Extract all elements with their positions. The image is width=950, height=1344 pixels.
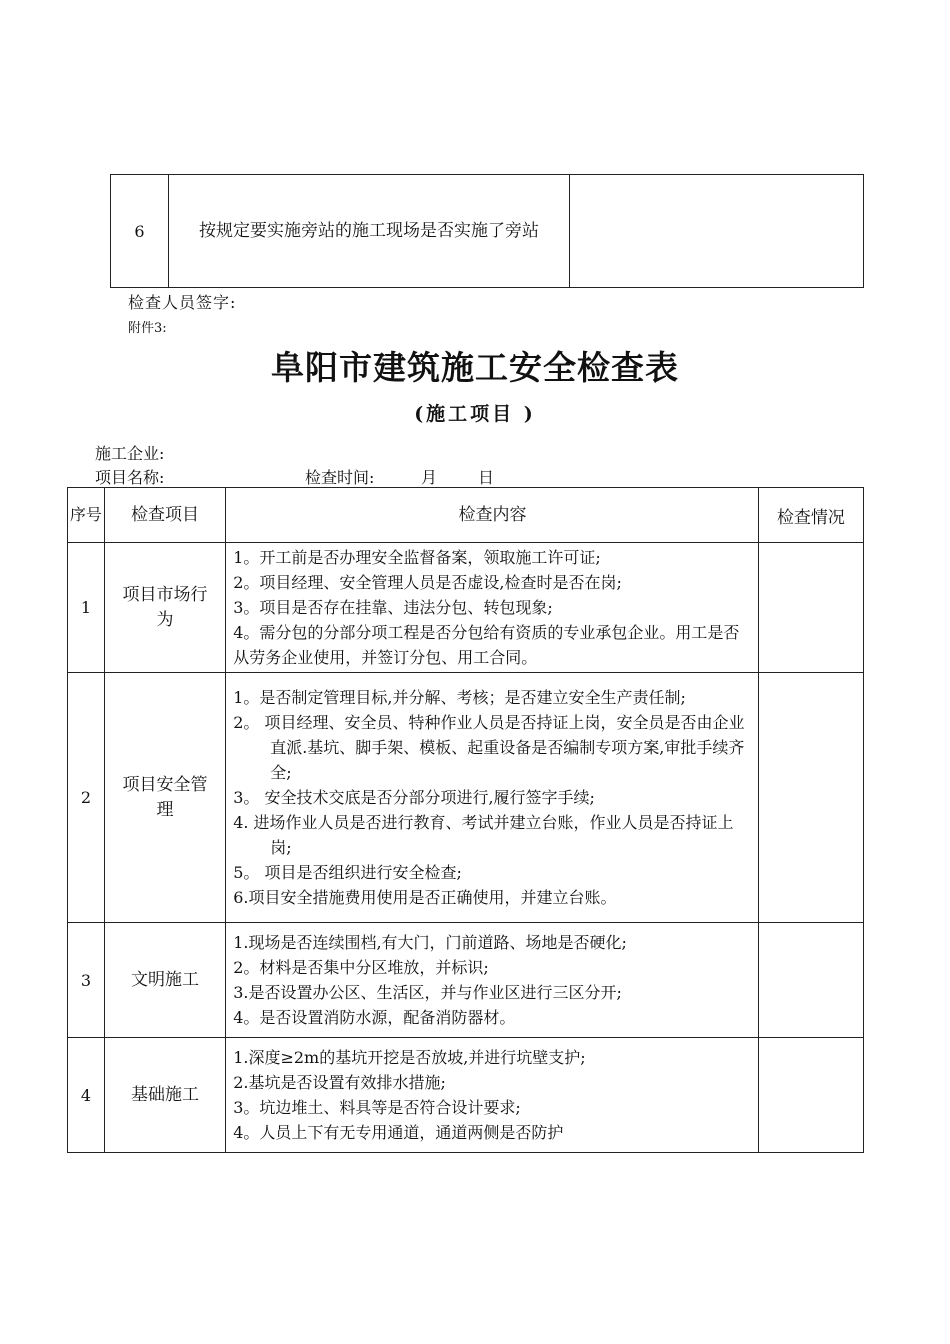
content-line: 2。项目经理、安全管理人员是否虚设,检查时是否在岗; [233,573,622,592]
signer-label: 检查人员签字: [128,293,237,312]
attachment-label: 附件3: [128,321,167,336]
header-item: 检查项目 [104,488,225,543]
check-status-cell[interactable] [758,1038,863,1153]
check-time-label: 检查时间: [305,468,375,487]
content-line: 3。坑边堆土、料具等是否符合设计要求; [233,1098,521,1117]
content-line: 5。 项目是否组织进行安全检查; [233,863,462,882]
check-item: 文明施工 [104,923,225,1038]
content-line: 1.深度≥2m的基坑开挖是否放坡,并进行坑壁支护; [233,1048,586,1067]
content-line: 3。项目是否存在挂靠、违法分包、转包现象; [233,598,553,617]
check-status-cell[interactable] [758,923,863,1038]
table-header-row [68,488,864,543]
page-title: 阜阳市建筑施工安全检查表 [271,348,679,387]
content-line: 4。是否设置消防水源，配备消防器材。 [233,1008,516,1027]
content-line: 4. 进场作业人员是否进行教育、考试并建立台账，作业人员是否持证上岗; [233,813,734,857]
header-content: 检查内容 [226,488,759,543]
header-no: 序号 [68,488,105,543]
check-content [226,923,759,1038]
check-content [226,673,759,923]
previous-check-table [110,174,864,288]
check-status-cell[interactable] [758,673,863,923]
content-line: 1。开工前是否办理安全监督备案，领取施工许可证; [233,548,601,567]
row-number: 4 [68,1038,105,1153]
content-line: 2。 项目经理、安全员、特种作业人员是否持证上岗，安全员是否由企业直派.基坑、脚手架、模板、起重设备是否编制专项方案,审批手续齐全; [233,713,745,782]
check-content [226,1038,759,1153]
check-status-cell[interactable] [758,543,863,673]
check-item: 项目安全管理 [104,673,225,923]
table-row [111,175,864,288]
project-name-label: 项目名称: [95,468,165,487]
content-line: 1。是否制定管理目标,并分解、考核；是否建立安全生产责任制; [233,688,686,707]
table-row [68,543,864,673]
check-status-cell[interactable] [570,175,864,288]
row-number: 1 [68,543,105,673]
page-subtitle: (施工项目 ) [414,403,536,425]
content-line: 1.现场是否连续围档,有大门，门前道路、场地是否硬化; [233,933,627,952]
content-line: 6.项目安全措施费用使用是否正确使用，并建立台账。 [233,888,617,907]
day-label: 日 [478,468,495,487]
table-row [68,673,864,923]
content-line: 2.基坑是否设置有效排水措施; [233,1073,446,1092]
row-number: 2 [68,673,105,923]
table-row [68,1038,864,1153]
content-line: 3.是否设置办公区、生活区，并与作业区进行三区分开; [233,983,622,1002]
check-item: 按规定要实施旁站的施工现场是否实施了旁站 [169,175,570,288]
safety-check-table [67,487,864,1153]
check-item: 基础施工 [104,1038,225,1153]
month-label: 月 [421,468,438,487]
check-item: 项目市场行为 [104,543,225,673]
company-label: 施工企业: [95,444,165,463]
row-number: 6 [111,175,169,288]
check-content [226,543,759,673]
row-number: 3 [68,923,105,1038]
content-line: 3。 安全技术交底是否分部分项进行,履行签字手续; [233,788,595,807]
table-row [68,923,864,1038]
header-status: 检查情况 [758,488,863,543]
content-line: 4。需分包的分部分项工程是否分包给有资质的专业承包企业。用工是否从劳务企业使用，并签订分包、用工合同。 [233,623,740,667]
content-line: 4。人员上下有无专用通道，通道两侧是否防护 [233,1123,564,1142]
content-line: 2。材料是否集中分区堆放，并标识; [233,958,489,977]
